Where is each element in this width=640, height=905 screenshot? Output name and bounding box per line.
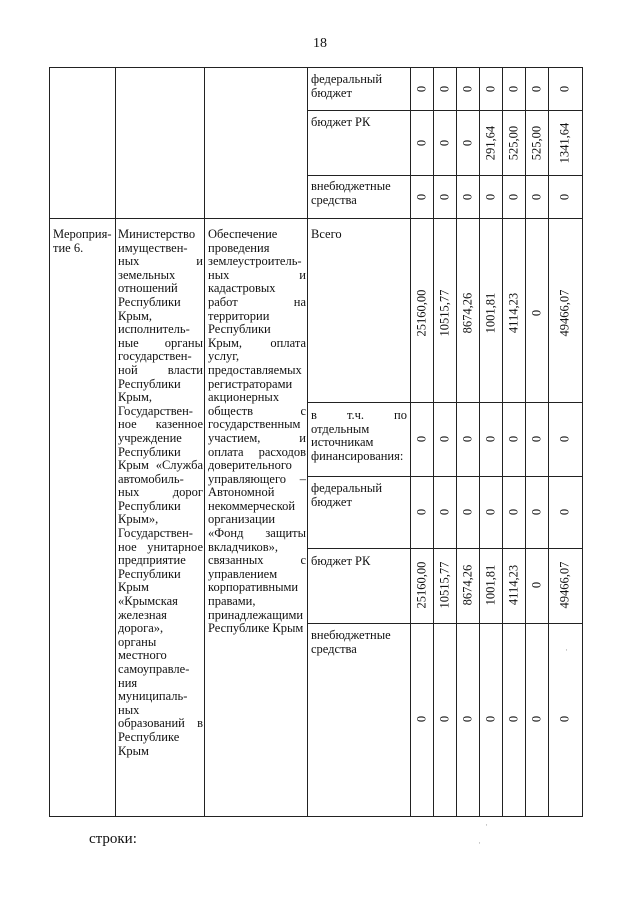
value-cell: 1001,81 bbox=[483, 564, 498, 606]
source-label: федеральный бюджет bbox=[311, 481, 383, 509]
value-cell: 0 bbox=[529, 715, 544, 723]
value-cell: 0 bbox=[414, 193, 429, 201]
col-divider bbox=[410, 68, 411, 816]
value-cell: 0 bbox=[483, 508, 498, 516]
source-label: бюджет РК bbox=[311, 554, 371, 568]
row-divider bbox=[50, 218, 582, 219]
value-cell: 0 bbox=[483, 715, 498, 723]
value-cell: 0 bbox=[506, 193, 521, 201]
value-cell: 0 bbox=[506, 715, 521, 723]
measure-description: Обеспечение проведения землеустроитель-ных и кадастровых работ на территории Республики Крым, оплата услуг, предоставляемых регистраторами акционерных обществ с государственным участием, и оплата расходов доверительного управляющего – Автономной некоммерческой организации «Фонд защиты вкладчиков», связанных с управлением корпоративными правами, принадлежащими Республике Крым bbox=[208, 227, 306, 636]
value-cell: 0 bbox=[414, 508, 429, 516]
measure-executor: Министерство имуществен-ных и земельных отношений Республики Крым, исполнитель-ные органы государствен-ной власти Республики Крым, Государствен-ное казенное учреждение Республики Крым «Служба автомобиль-ных дорог Республики Крым», Государствен-ное унитарное предприятие Республики Крым «Крымская железная дорога», органы местного самоуправле-ния муниципаль-ных образований в Республике Крым bbox=[118, 227, 203, 758]
footer-text: строки: bbox=[89, 831, 137, 847]
col-divider bbox=[204, 68, 205, 816]
value-cell: 0 bbox=[437, 435, 452, 443]
value-cell: 0 bbox=[557, 715, 572, 723]
value-cell: 0 bbox=[557, 435, 572, 443]
value-cell: 4114,23 bbox=[506, 564, 521, 606]
col-divider bbox=[548, 68, 549, 816]
value-cell: 0 bbox=[557, 193, 572, 201]
col-divider bbox=[307, 68, 308, 816]
value-cell: 525,00 bbox=[529, 125, 544, 161]
source-label: в т.ч. по отдельным источникам финансирования: bbox=[311, 408, 407, 463]
source-label: бюджет РК bbox=[311, 115, 371, 129]
value-cell: 0 bbox=[483, 435, 498, 443]
col-divider bbox=[433, 68, 434, 816]
col-divider bbox=[479, 68, 480, 816]
value-cell: 1341,64 bbox=[557, 122, 572, 164]
page-number: 18 bbox=[313, 36, 327, 51]
value-cell: 0 bbox=[460, 193, 475, 201]
value-cell: 10515,77 bbox=[437, 561, 452, 609]
value-cell: 0 bbox=[460, 85, 475, 93]
scan-speck: · bbox=[478, 838, 481, 848]
measure-number: Мероприя-тие 6. bbox=[53, 227, 112, 255]
value-cell: 0 bbox=[529, 581, 544, 589]
value-cell: 0 bbox=[483, 193, 498, 201]
value-cell: 0 bbox=[460, 435, 475, 443]
value-cell: 0 bbox=[460, 139, 475, 147]
value-cell: 25160,00 bbox=[414, 561, 429, 609]
value-cell: 0 bbox=[506, 435, 521, 443]
value-cell: 291,64 bbox=[483, 125, 498, 161]
value-cell: 0 bbox=[529, 193, 544, 201]
value-cell: 0 bbox=[437, 508, 452, 516]
value-cell: 0 bbox=[529, 435, 544, 443]
budget-table bbox=[49, 67, 583, 817]
value-cell: 0 bbox=[557, 85, 572, 93]
col-divider bbox=[502, 68, 503, 816]
col-divider bbox=[115, 68, 116, 816]
value-cell: 10515,77 bbox=[437, 289, 452, 337]
source-label: внебюджетные средства bbox=[311, 628, 391, 656]
row-divider bbox=[307, 476, 582, 477]
value-cell: 0 bbox=[529, 508, 544, 516]
source-label: внебюджетные средства bbox=[311, 179, 391, 207]
value-cell: 0 bbox=[437, 193, 452, 201]
value-cell: 25160,00 bbox=[414, 289, 429, 337]
value-cell: 49466,07 bbox=[557, 561, 572, 609]
value-cell: 0 bbox=[437, 715, 452, 723]
value-cell: 0 bbox=[460, 508, 475, 516]
scan-speck: · bbox=[485, 820, 488, 830]
row-divider bbox=[307, 548, 582, 549]
value-cell: 49466,07 bbox=[557, 289, 572, 337]
row-divider bbox=[307, 175, 582, 176]
value-cell: 1001,81 bbox=[483, 292, 498, 334]
value-cell: 0 bbox=[529, 85, 544, 93]
scan-speck: · bbox=[565, 645, 568, 655]
source-label: Всего bbox=[311, 227, 342, 241]
value-cell: 0 bbox=[460, 715, 475, 723]
value-cell: 8674,26 bbox=[460, 564, 475, 606]
value-cell: 0 bbox=[414, 715, 429, 723]
row-divider bbox=[307, 402, 582, 403]
row-divider bbox=[307, 623, 582, 624]
value-cell: 0 bbox=[506, 85, 521, 93]
value-cell: 0 bbox=[414, 85, 429, 93]
value-cell: 525,00 bbox=[506, 125, 521, 161]
value-cell: 0 bbox=[506, 508, 521, 516]
value-cell: 0 bbox=[414, 139, 429, 147]
value-cell: 0 bbox=[437, 139, 452, 147]
source-label: федеральный бюджет bbox=[311, 72, 383, 100]
value-cell: 4114,23 bbox=[506, 292, 521, 334]
value-cell: 0 bbox=[437, 85, 452, 93]
row-divider bbox=[307, 110, 582, 111]
value-cell: 0 bbox=[414, 435, 429, 443]
col-divider bbox=[525, 68, 526, 816]
value-cell: 8674,26 bbox=[460, 292, 475, 334]
col-divider bbox=[456, 68, 457, 816]
value-cell: 0 bbox=[557, 508, 572, 516]
value-cell: 0 bbox=[529, 309, 544, 317]
value-cell: 0 bbox=[483, 85, 498, 93]
